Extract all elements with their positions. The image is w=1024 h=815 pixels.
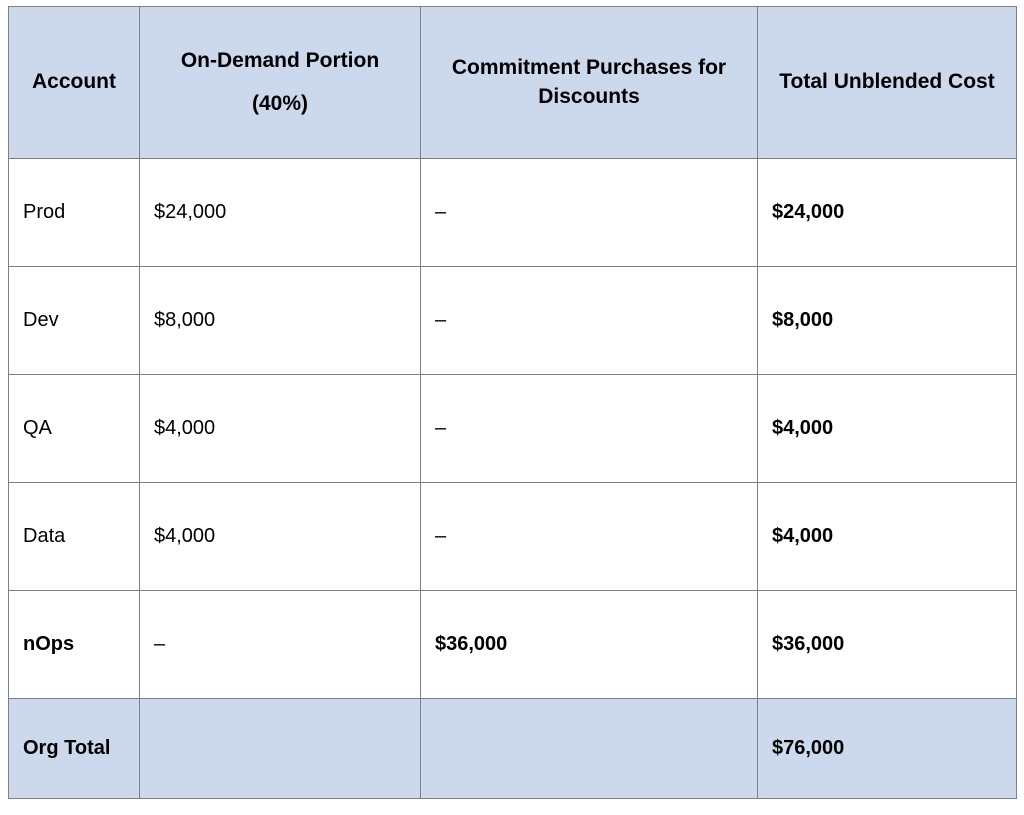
cost-breakdown-table: [8, 6, 1017, 799]
cell-total: $4,000: [758, 483, 1017, 591]
cell-account: Dev: [9, 267, 140, 375]
cell-commitment: –: [421, 159, 758, 267]
cell-total: $8,000: [758, 267, 1017, 375]
cell-ondemand: $4,000: [140, 483, 421, 591]
column-header-account-label: Account: [32, 70, 116, 94]
table-row: [9, 267, 1017, 375]
cell-account: Data: [9, 483, 140, 591]
cell-total: $24,000: [758, 159, 1017, 267]
column-header-total-label: Total Unblended Cost: [779, 70, 995, 94]
cell-total: $4,000: [758, 375, 1017, 483]
cell-total: $36,000: [758, 591, 1017, 699]
cell-commitment: $36,000: [421, 591, 758, 699]
table-row: [9, 591, 1017, 699]
column-header-account: [9, 7, 140, 159]
column-header-total: [758, 7, 1017, 159]
table-body: [9, 159, 1017, 799]
cell-account: Prod: [9, 159, 140, 267]
column-header-ondemand-label: On-Demand Portion: [180, 49, 380, 73]
table-header-row: [9, 7, 1017, 159]
cell-account: nOps: [9, 591, 140, 699]
column-header-commitment-label: Commitment Purchases for Discounts: [451, 56, 727, 108]
cell-account: QA: [9, 375, 140, 483]
table-row: [9, 375, 1017, 483]
cell-footer-account: Org Total: [9, 699, 140, 799]
cell-ondemand: $24,000: [140, 159, 421, 267]
cell-footer-total: $76,000: [758, 699, 1017, 799]
cell-ondemand: $4,000: [140, 375, 421, 483]
cell-footer-commitment: [421, 699, 758, 799]
cell-footer-ondemand: [140, 699, 421, 799]
cell-commitment: –: [421, 267, 758, 375]
table-footer-row: [9, 699, 1017, 799]
cell-ondemand: $8,000: [140, 267, 421, 375]
table-header: [9, 7, 1017, 159]
column-header-ondemand-sublabel: (40%): [251, 91, 309, 115]
column-header-ondemand: [140, 7, 421, 159]
table-row: [9, 159, 1017, 267]
column-header-commitment: [421, 7, 758, 159]
cell-commitment: –: [421, 375, 758, 483]
table-row: [9, 483, 1017, 591]
cell-commitment: –: [421, 483, 758, 591]
cell-ondemand: –: [140, 591, 421, 699]
